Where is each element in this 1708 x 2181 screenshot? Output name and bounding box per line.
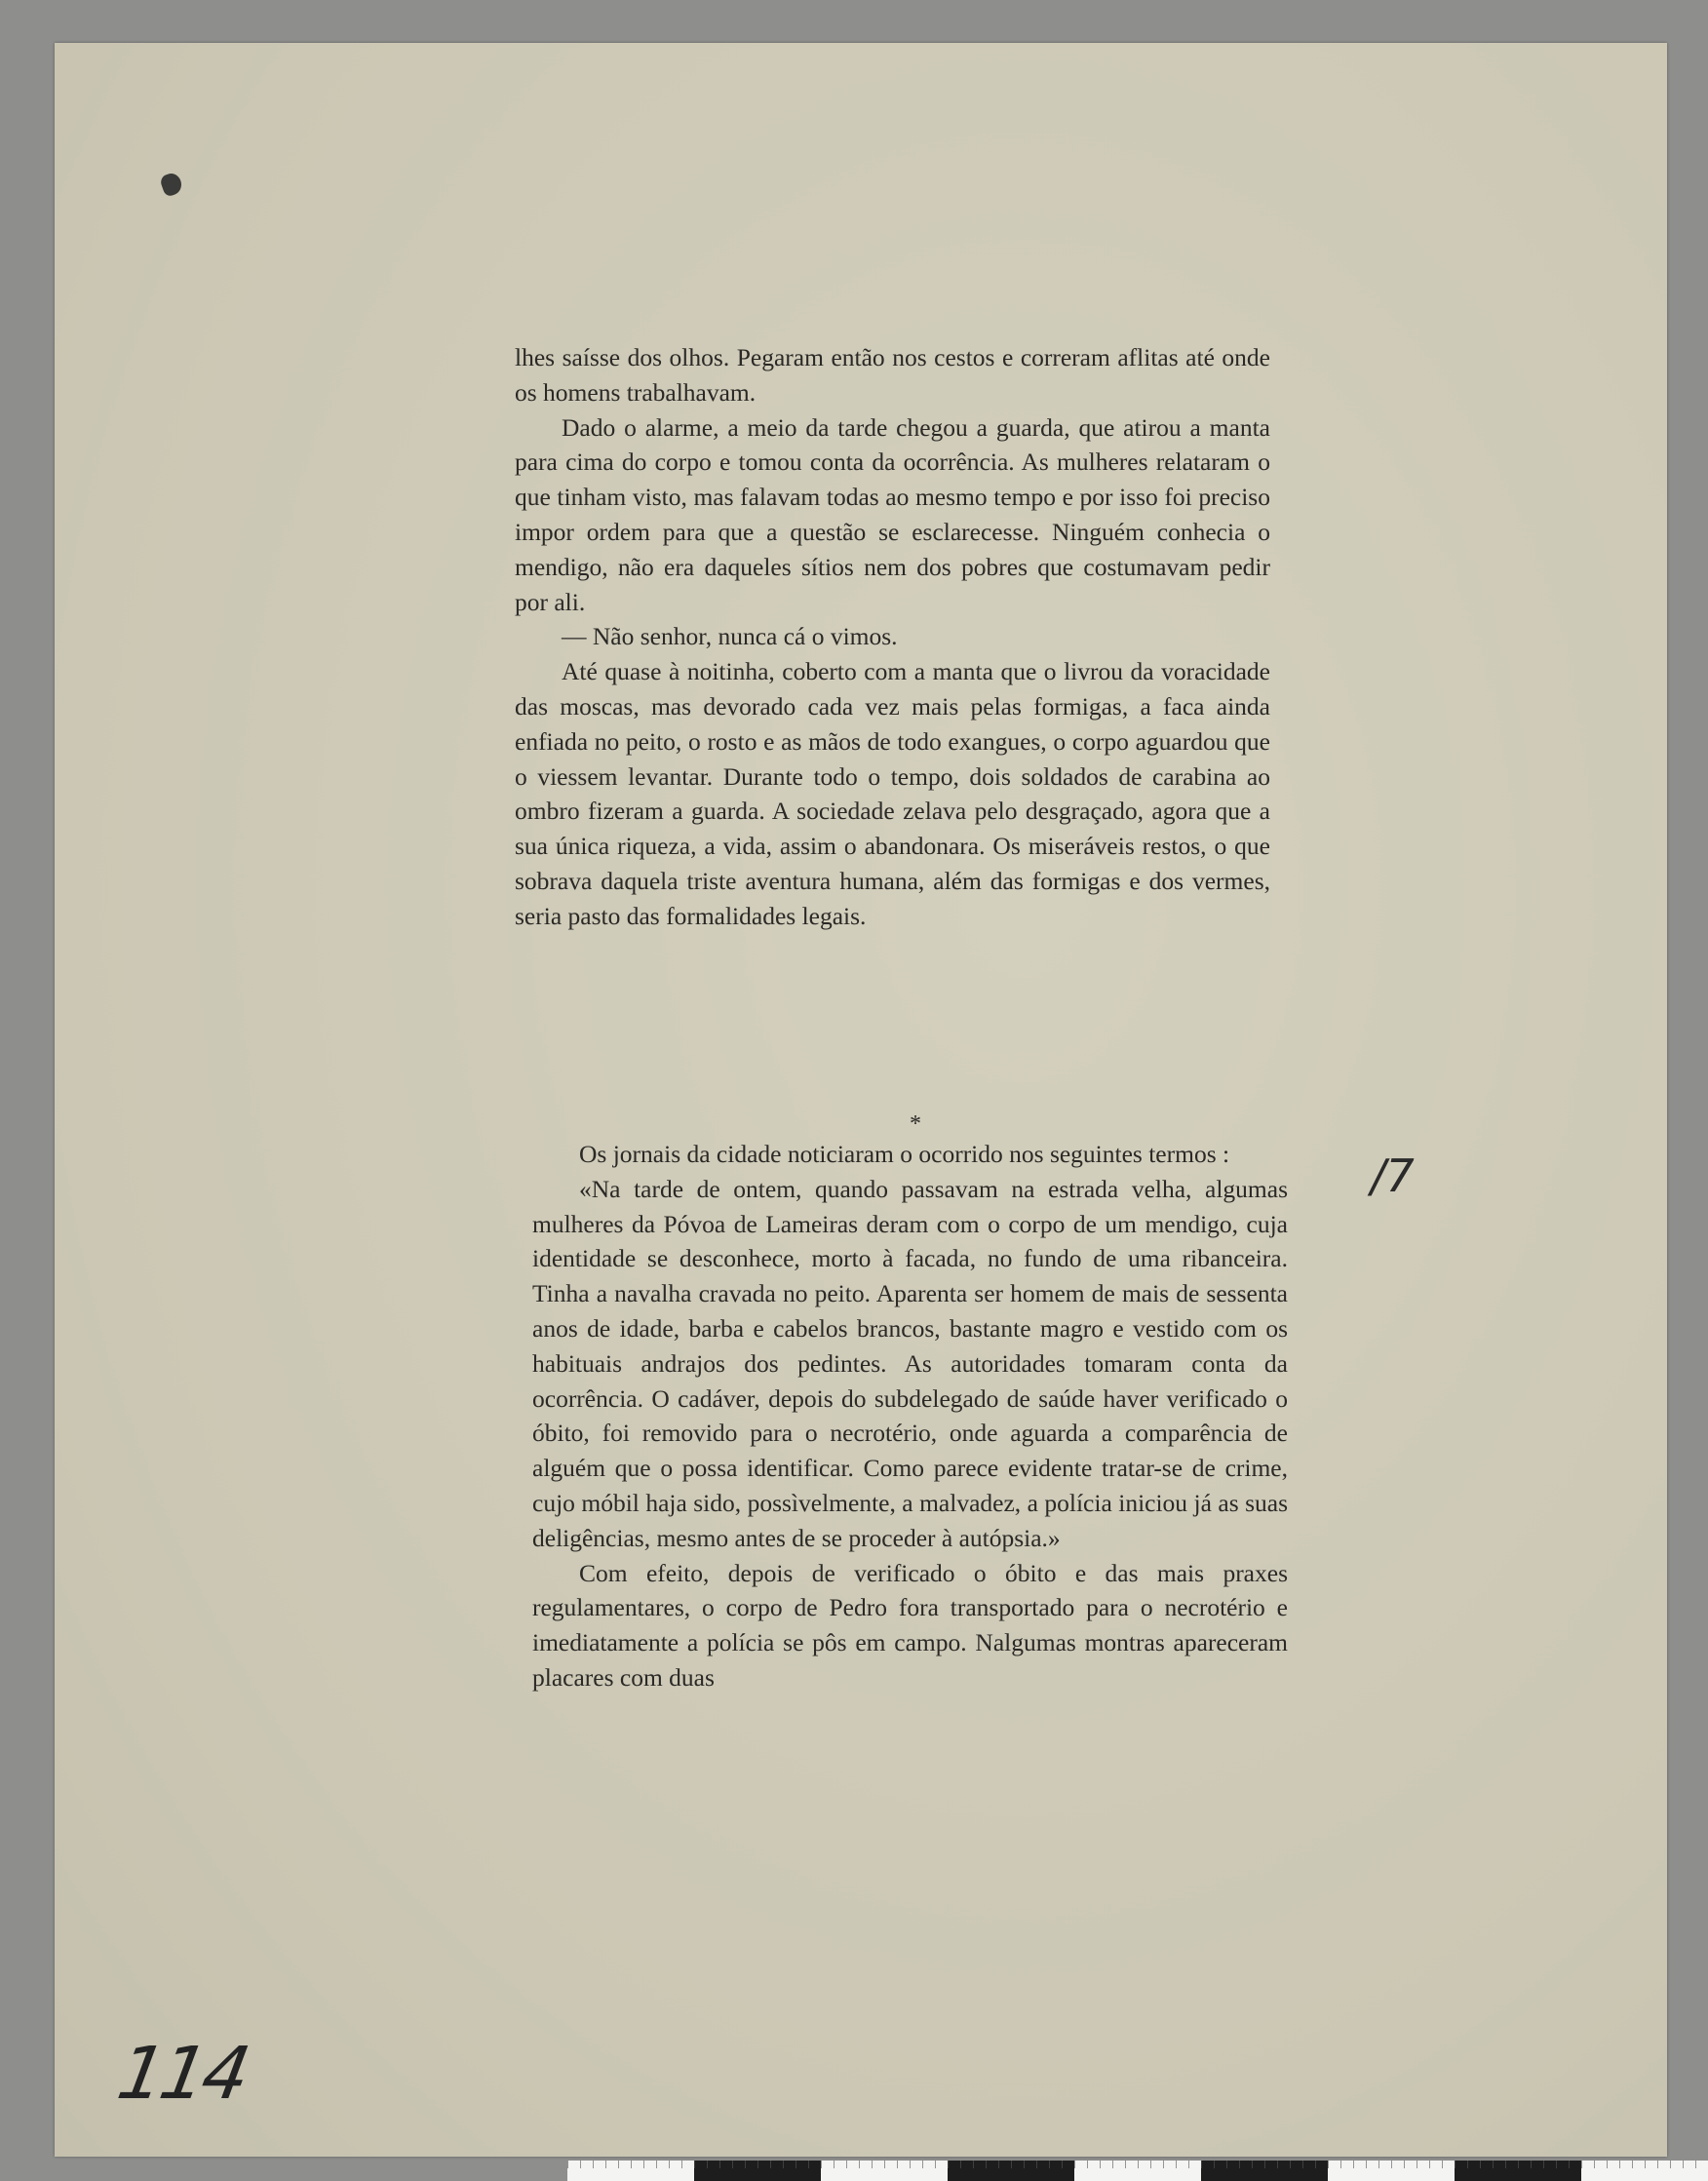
paragraph: Os jornais da cidade noticiaram o ocorrido nos seguintes termos : <box>579 1140 1230 1168</box>
section-separator: * <box>910 1111 921 1137</box>
paper-sheet <box>55 43 1667 2157</box>
handwritten-page-number: 114 <box>111 2032 252 2116</box>
punch-hole <box>159 171 184 198</box>
text-block-lower <box>532 1137 1288 1695</box>
newspaper-quote: «Na tarde de ontem, quando passavam na estrada velha, algumas mulheres da Póvoa de Lameiras deram com o corpo de um mendigo, cuja identidade se desconhece, morto à facada, no fundo de uma ribanceira. Tinha a navalha cravada no peito. Aparenta ser homem de mais de sessenta anos de idade, barba e cabelos brancos, bastante magro e vestido com os habituais andrajos dos pedintes. As autoridades tomaram conta da ocorrência. O cadáver, depois do subdelegado de saúde haver verificado o óbito, foi removido para o necrotério, onde aguarda a comparência de alguém que o possa identificar. Como parece evidente tratar-se de crime, cujo móbil haja sido, possìvelmente, a malvadez, a polícia iniciou já as suas deligências, mesmo antes de se proceder à autópsia.» <box>532 1174 1288 1552</box>
paragraph: Dado o alarme, a meio da tarde chegou a guarda, que atirou a manta para cima do corpo e tomou conta da ocorrência. As mulheres relataram o que tinham visto, mas falavam todas ao mesmo tempo e por isso foi preciso impor ordem para que a questão se esclarecesse. Ninguém conhecia o mendigo, não era daqueles sítios nem dos pobres que costumavam pedir por ali. <box>515 412 1270 616</box>
ruler-ticks <box>567 2161 1708 2168</box>
handwritten-margin-note: /7 <box>1371 1149 1415 1202</box>
paragraph: Até quase à noitinha, coberto com a manta que o livrou da voracidade das moscas, mas devorado cada vez mais pelas formigas, a faca ainda enfiada no peito, o rosto e as mãos de todo exangues, o corpo aguardou que o viessem levantar. Durante todo o tempo, dois soldados de carabina ao ombro fizeram a guarda. A sociedade zelava pelo desgraçado, agora que a sua única riqueza, a vida, assim o abandonara. Os miseráveis restos, o que sobrava daquela triste aventura humana, além das formigas e dos vermes, seria pasto das formalidades legais. <box>515 657 1270 930</box>
dialogue-line: — Não senhor, nunca cá o vimos. <box>562 622 898 651</box>
scale-ruler <box>567 2161 1708 2181</box>
paragraph: lhes saísse dos olhos. Pegaram então nos cestos e correram aflitas até onde os homens trabalhavam. <box>515 343 1270 407</box>
text-block-upper <box>515 340 1270 934</box>
paragraph: Com efeito, depois de verificado o óbito e das mais praxes regulamentares, o corpo de Pedro fora transportado para o necrotério e imediatamente a polícia se pôs em campo. Nalgumas montras apareceram placares com duas <box>532 1558 1288 1692</box>
